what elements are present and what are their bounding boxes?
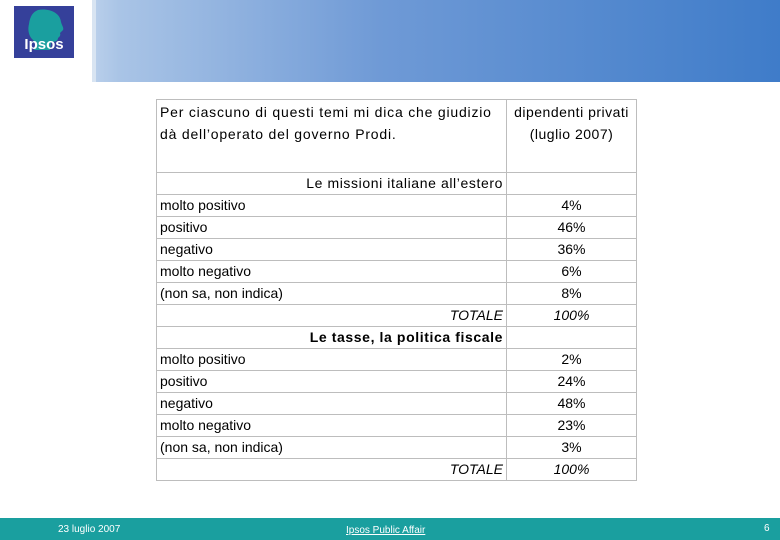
row-label: molto negativo <box>157 261 507 283</box>
row-label: negativo <box>157 393 507 415</box>
row-value: 8% <box>507 283 637 305</box>
table-row <box>157 437 637 459</box>
question-header: Per ciascuno di questi temi mi dica che giudizio dà dell’operato del governo Prodi. <box>157 100 507 173</box>
section-title: Le missioni italiane all’estero <box>157 173 507 195</box>
section-title-empty-cell <box>507 173 637 195</box>
row-label: molto negativo <box>157 415 507 437</box>
header-divider <box>92 0 96 82</box>
table-row <box>157 261 637 283</box>
row-label: positivo <box>157 217 507 239</box>
row-value: 48% <box>507 393 637 415</box>
total-value: 100% <box>507 459 637 481</box>
row-value: 6% <box>507 261 637 283</box>
total-row <box>157 305 637 327</box>
header-band <box>0 0 780 82</box>
total-label: TOTALE <box>157 459 507 481</box>
row-value: 3% <box>507 437 637 459</box>
row-value: 36% <box>507 239 637 261</box>
row-label: positivo <box>157 371 507 393</box>
page-number: 6 <box>764 523 770 534</box>
table-header-row <box>157 100 637 173</box>
row-label: (non sa, non indica) <box>157 437 507 459</box>
footer-bar <box>0 518 780 540</box>
row-label: negativo <box>157 239 507 261</box>
logo-panel <box>0 0 92 82</box>
section-title-empty-cell <box>507 327 637 349</box>
row-value: 2% <box>507 349 637 371</box>
row-label: (non sa, non indica) <box>157 283 507 305</box>
row-value: 23% <box>507 415 637 437</box>
table-row <box>157 217 637 239</box>
total-label: TOTALE <box>157 305 507 327</box>
table-row <box>157 371 637 393</box>
table-row <box>157 393 637 415</box>
table-row <box>157 349 637 371</box>
section-title-row <box>157 327 637 349</box>
footer-date: 23 luglio 2007 <box>58 524 121 535</box>
table-row <box>157 415 637 437</box>
total-value: 100% <box>507 305 637 327</box>
row-value: 4% <box>507 195 637 217</box>
table-row <box>157 239 637 261</box>
table-row <box>157 283 637 305</box>
table-row <box>157 195 637 217</box>
total-row <box>157 459 637 481</box>
row-value: 24% <box>507 371 637 393</box>
row-label: molto positivo <box>157 195 507 217</box>
logo-text: Ipsos <box>24 36 64 53</box>
footer-link[interactable]: Ipsos Public Affair <box>346 525 426 536</box>
row-value: 46% <box>507 217 637 239</box>
section-title: Le tasse, la politica fiscale <box>157 327 507 349</box>
results-table <box>156 99 637 481</box>
column-header: dipendenti privati (luglio 2007) <box>507 100 637 173</box>
row-label: molto positivo <box>157 349 507 371</box>
ipsos-logo <box>14 6 74 58</box>
section-title-row <box>157 173 637 195</box>
